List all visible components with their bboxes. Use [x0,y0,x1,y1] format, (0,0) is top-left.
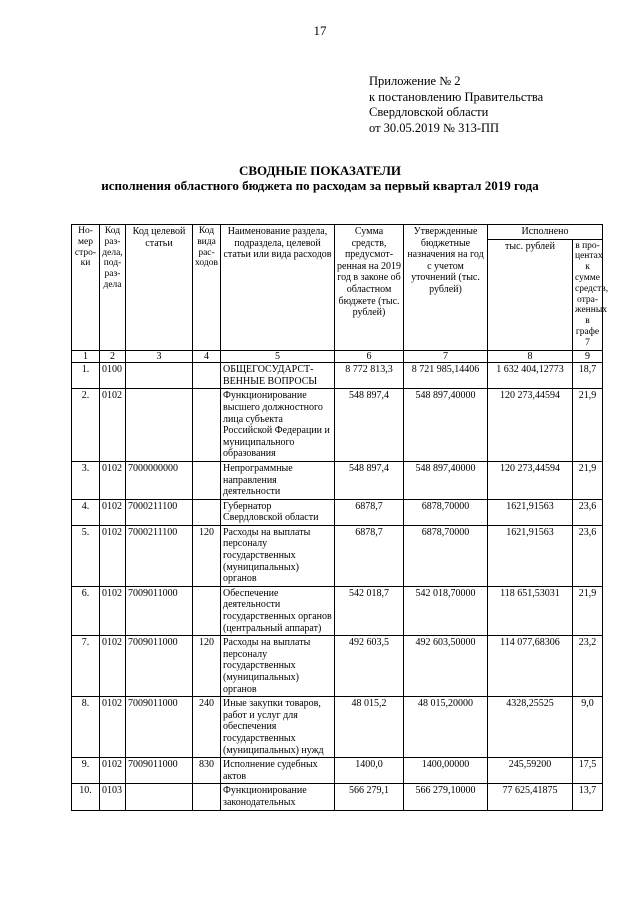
table-row [72,586,603,635]
executed-amount: 4328,25525 [488,697,573,758]
column-number: 6 [335,350,404,363]
header-executed-amount: тыс. рублей [488,239,573,350]
executed-percent: 21,9 [573,586,603,635]
law-amount: 566 279,1 [335,784,404,810]
header-executed: Исполнено [488,225,603,240]
approved-amount: 48 015,20000 [404,697,488,758]
column-number: 9 [573,350,603,363]
expense-name: Функционирование законодательных [221,784,335,810]
law-amount: 1400,0 [335,758,404,784]
target-code: 7000000000 [126,461,193,499]
section-code: 0102 [100,758,126,784]
expense-name: Губернатор Свердловской области [221,499,335,525]
table-row [72,363,603,389]
expense-type-code [193,784,221,810]
row-number: 7. [72,636,100,697]
column-number: 4 [193,350,221,363]
target-code [126,784,193,810]
law-amount: 6878,7 [335,525,404,586]
title-line: СВОДНЫЕ ПОКАЗАТЕЛИ [238,163,402,178]
executed-percent: 23,2 [573,636,603,697]
target-code: 7009011000 [126,697,193,758]
table-row [72,461,603,499]
row-number: 4. [72,499,100,525]
section-code: 0102 [100,586,126,635]
approved-amount: 492 603,50000 [404,636,488,697]
appendix-line: к постановлению Правительства [369,89,544,104]
header-expense-type-code: Код вида рас-ходов [193,225,221,351]
header-section-code: Код раз-дела, под-раз-дела [100,225,126,351]
target-code: 7000211100 [126,499,193,525]
executed-percent: 23,6 [573,499,603,525]
row-number: 5. [72,525,100,586]
expense-type-code: 120 [193,636,221,697]
expense-type-code: 240 [193,697,221,758]
header-law-amount: Сумма средств, предусмот-ренная на 2019 год в законе об областном бюджете (тыс. рублей) [335,225,404,351]
column-number: 8 [488,350,573,363]
expense-type-code [193,389,221,462]
target-code [126,389,193,462]
appendix-block [369,74,543,136]
executed-amount: 245,59200 [488,758,573,784]
appendix-line: от 30.05.2019 № 313-ПП [369,120,500,135]
table-row [72,697,603,758]
target-code: 7009011000 [126,586,193,635]
executed-amount: 1621,91563 [488,499,573,525]
law-amount: 548 897,4 [335,461,404,499]
expense-type-code [193,499,221,525]
appendix-line: Приложение № 2 [369,74,461,88]
row-number: 8. [72,697,100,758]
expense-name: Обеспечение деятельности государственных органов (центральный аппарат) [221,586,335,635]
expense-type-code: 120 [193,525,221,586]
approved-amount: 6878,70000 [404,525,488,586]
section-code: 0102 [100,636,126,697]
expense-name: Иные закупки товаров, работ и услуг для обеспечения государственных (муниципальных) нужд [221,697,335,758]
table-row [72,758,603,784]
section-code: 0100 [100,363,126,389]
law-amount: 492 603,5 [335,636,404,697]
target-code: 7009011000 [126,758,193,784]
section-code: 0102 [100,499,126,525]
section-code: 0102 [100,697,126,758]
target-code: 7000211100 [126,525,193,586]
table-row [72,389,603,462]
executed-amount: 120 273,44594 [488,461,573,499]
approved-amount: 6878,70000 [404,499,488,525]
budget-table [71,224,609,811]
expense-name: Функционирование высшего должностного лица субъекта Российской Федерации и муниципального образования [221,389,335,462]
column-number: 2 [100,350,126,363]
header-row-number: Но-мер стро-ки [72,225,100,351]
executed-percent: 21,9 [573,389,603,462]
section-code: 0102 [100,461,126,499]
expense-name: Непрограммные направления деятельности [221,461,335,499]
executed-percent: 18,7 [573,363,603,389]
executed-amount: 1621,91563 [488,525,573,586]
table-row [72,525,603,586]
column-number: 1 [72,350,100,363]
table-row [72,784,603,810]
executed-amount: 118 651,53031 [488,586,573,635]
row-number: 1. [72,363,100,389]
expense-name: Исполнение судебных актов [221,758,335,784]
executed-amount: 1 632 404,12773 [488,363,573,389]
target-code [126,363,193,389]
law-amount: 48 015,2 [335,697,404,758]
law-amount: 8 772 813,3 [335,363,404,389]
column-number: 7 [404,350,488,363]
header-name: Наименование раздела, подраздела, целевой статьи или вида расходов [221,225,335,351]
expense-type-code [193,586,221,635]
row-number: 9. [72,758,100,784]
row-number: 2. [72,389,100,462]
row-number: 3. [72,461,100,499]
law-amount: 542 018,7 [335,586,404,635]
table-row [72,499,603,525]
expense-type-code [193,363,221,389]
target-code: 7009011000 [126,636,193,697]
expense-name: Расходы на выплаты персоналу государственных (муниципальных) органов [221,636,335,697]
header-row [72,225,603,240]
column-number-row [72,350,603,363]
expense-type-code: 830 [193,758,221,784]
table-row [72,636,603,697]
title-line: исполнения областного бюджета по расходам за первый квартал 2019 года [101,178,539,193]
law-amount: 6878,7 [335,499,404,525]
approved-amount: 542 018,70000 [404,586,488,635]
executed-amount: 114 077,68306 [488,636,573,697]
executed-percent: 21,9 [573,461,603,499]
expense-type-code [193,461,221,499]
section-code: 0102 [100,389,126,462]
expense-name: Расходы на выплаты персоналу государственных (муниципальных) органов [221,525,335,586]
law-amount: 548 897,4 [335,389,404,462]
approved-amount: 1400,00000 [404,758,488,784]
header-approved-amount: Утвержденные бюджетные назначения на год с учетом уточнений (тыс. рублей) [404,225,488,351]
document-title [0,163,640,193]
executed-percent: 13,7 [573,784,603,810]
appendix-line: Свердловской области [369,105,489,119]
header-executed-percent: в про-центах к сумме средств, отра-женных в графе 7 [573,239,603,350]
page-number: 17 [313,23,327,38]
section-code: 0102 [100,525,126,586]
approved-amount: 8 721 985,14406 [404,363,488,389]
column-number: 3 [126,350,193,363]
row-number: 10. [72,784,100,810]
section-code: 0103 [100,784,126,810]
executed-amount: 120 273,44594 [488,389,573,462]
approved-amount: 566 279,10000 [404,784,488,810]
column-number: 5 [221,350,335,363]
header-target-code: Код целевой статьи [126,225,193,351]
row-number: 6. [72,586,100,635]
executed-percent: 17,5 [573,758,603,784]
executed-percent: 23,6 [573,525,603,586]
expense-name: ОБЩЕГОСУДАРСТ-ВЕННЫЕ ВОПРОСЫ [221,363,335,389]
executed-amount: 77 625,41875 [488,784,573,810]
approved-amount: 548 897,40000 [404,461,488,499]
approved-amount: 548 897,40000 [404,389,488,462]
executed-percent: 9,0 [573,697,603,758]
